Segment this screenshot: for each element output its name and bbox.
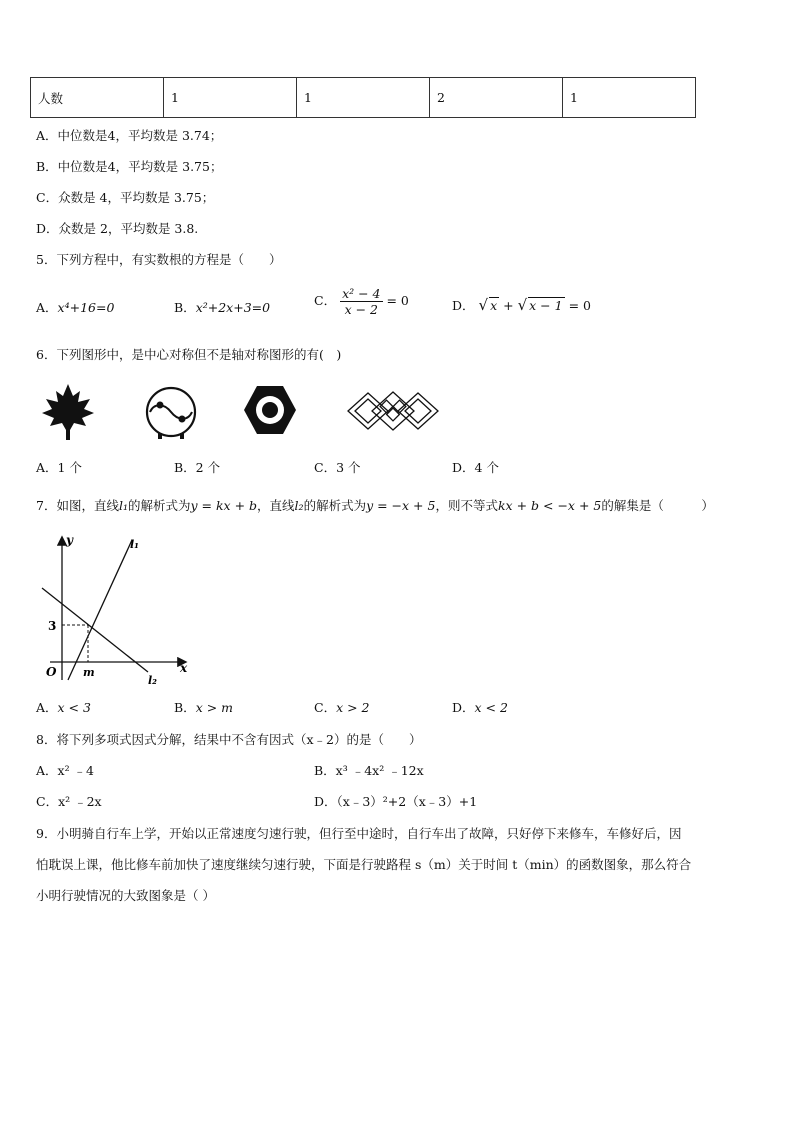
q5-stem: 5．下列方程中，有实数根的方程是（ ）	[36, 252, 282, 267]
q5-c-fraction	[340, 286, 382, 317]
q6-option-d: D．4 个	[452, 460, 499, 475]
q4-option-a: A．中位数是4，平均数是 3.74；	[36, 128, 223, 143]
q6-option-a: A．1 个	[36, 460, 82, 475]
q5-c-rhs: = 0	[386, 293, 409, 308]
q7-l1-label: l₁	[118, 498, 128, 513]
q9-line-2: 怕耽误上课，他比修车前加快了速度继续匀速行驶，下面是行驶路程 s（m）关于时间 t（min）的函数图象，那么符合	[36, 857, 692, 872]
y-tick-label: 3	[48, 619, 57, 633]
q5-b-label: B．	[174, 300, 196, 315]
q8-stem: 8．将下列多项式因式分解，结果中不含有因式（x﹣2）的是（ ）	[36, 732, 422, 747]
q8-option-b: B．x³ ﹣4x² ﹣12x	[314, 763, 424, 778]
q6-stem: 6．下列图形中，是中心对称但不是轴对称图形的有( )	[36, 347, 342, 362]
q4-option-b: B．中位数是4，平均数是 3.75；	[36, 159, 223, 174]
table-cell: 1	[164, 78, 297, 118]
q8-option-c: C．x² ﹣2x	[36, 794, 102, 809]
q5-option-a	[36, 298, 114, 316]
line-l2-label: l₂	[148, 674, 157, 687]
q7-b-expr: x > m	[195, 700, 234, 715]
x-tick-label: m	[83, 666, 95, 679]
maple-leaf-icon	[40, 382, 96, 442]
q7-d-expr: x < 2	[474, 700, 508, 715]
table-cell-header: 人数	[31, 78, 164, 118]
table-cell: 2	[430, 78, 563, 118]
q5-d-rhs: = 0	[568, 298, 591, 313]
q5-option-d	[452, 296, 591, 314]
table-cell: 1	[297, 78, 430, 118]
q9-line-3: 小明行驶情况的大致图象是（ ）	[36, 888, 215, 903]
origin-label: O	[46, 665, 57, 679]
q5-a-label: A．	[36, 300, 58, 315]
q7-stem-part: ，则不等式	[435, 498, 498, 513]
sqrt-icon: √	[517, 296, 528, 314]
table-cell: 1	[563, 78, 696, 118]
y-axis-label: y	[66, 533, 73, 547]
q7-option-b	[174, 698, 233, 716]
q7-b-label: B．	[174, 700, 196, 715]
q7-stem-part: 7．如图，直线	[36, 498, 119, 513]
table-row	[31, 78, 696, 118]
q7-eq1: y = kx + b	[190, 498, 258, 513]
q7-l2-label: l₂	[294, 498, 304, 513]
q5-d-radicand-1: x	[490, 298, 498, 313]
q8-option-d: D．（x﹣3）²+2（x﹣3）+1	[314, 794, 478, 809]
q7-eq2: y = −x + 5	[366, 498, 436, 513]
q5-a-expr: x⁴+16=0	[57, 300, 115, 315]
q7-stem-part: 的解集是（ ）	[601, 498, 714, 513]
yin-yang-icon	[142, 385, 200, 441]
q7-d-label: D．	[452, 700, 475, 715]
q5-d-radicand-2: x − 1	[529, 298, 563, 313]
x-axis-label: x	[180, 661, 188, 675]
interlocked-diamonds-icon	[346, 389, 440, 433]
q5-d-plus: +	[503, 298, 514, 313]
q7-stem-part: 的解析式为	[303, 498, 367, 513]
line-l1	[68, 540, 132, 680]
q6-option-c: C．3 个	[314, 460, 361, 475]
q8-option-a: A．x² ﹣4	[36, 763, 95, 778]
line-l1-label: l₁	[130, 538, 139, 551]
q5-b-expr: x²+2x+3=0	[195, 300, 271, 315]
q5-c-numerator: x² − 4	[342, 286, 381, 301]
line-l2	[42, 588, 148, 672]
q7-option-a	[36, 698, 91, 716]
q7-stem-part: ，直线	[257, 498, 295, 513]
q7-stem-part: 的解析式为	[127, 498, 191, 513]
sqrt-icon: √	[478, 296, 489, 314]
q5-option-c	[314, 286, 409, 317]
q5-c-denominator: x − 2	[344, 302, 378, 317]
q6-option-b: B．2 个	[174, 460, 221, 475]
q5-d-label: D．	[452, 298, 475, 313]
q7-a-label: A．	[36, 700, 58, 715]
q7-option-d	[452, 698, 508, 716]
frequency-table	[30, 77, 696, 118]
q7-inequality: kx + b < −x + 5	[497, 498, 602, 513]
q7-a-expr: x < 3	[57, 700, 91, 715]
q5-option-b	[174, 298, 270, 316]
q7-c-label: C．	[314, 700, 337, 715]
q4-option-c: C．众数是 4，平均数是 3.75；	[36, 190, 215, 205]
q7-option-c	[314, 698, 370, 716]
q9-line-1: 9．小明骑自行车上学，开始以正常速度匀速行驶，但行至中途时，自行车出了故障，只好停下来修车，车修好后，因	[36, 826, 682, 841]
q5-c-label: C．	[314, 293, 337, 308]
q7-stem	[36, 496, 714, 514]
hexagon-nut-icon	[242, 383, 298, 437]
q7-c-expr: x > 2	[336, 700, 370, 715]
q4-option-d: D．众数是 2，平均数是 3.8.	[36, 221, 199, 236]
q7-line-graph	[30, 530, 200, 690]
